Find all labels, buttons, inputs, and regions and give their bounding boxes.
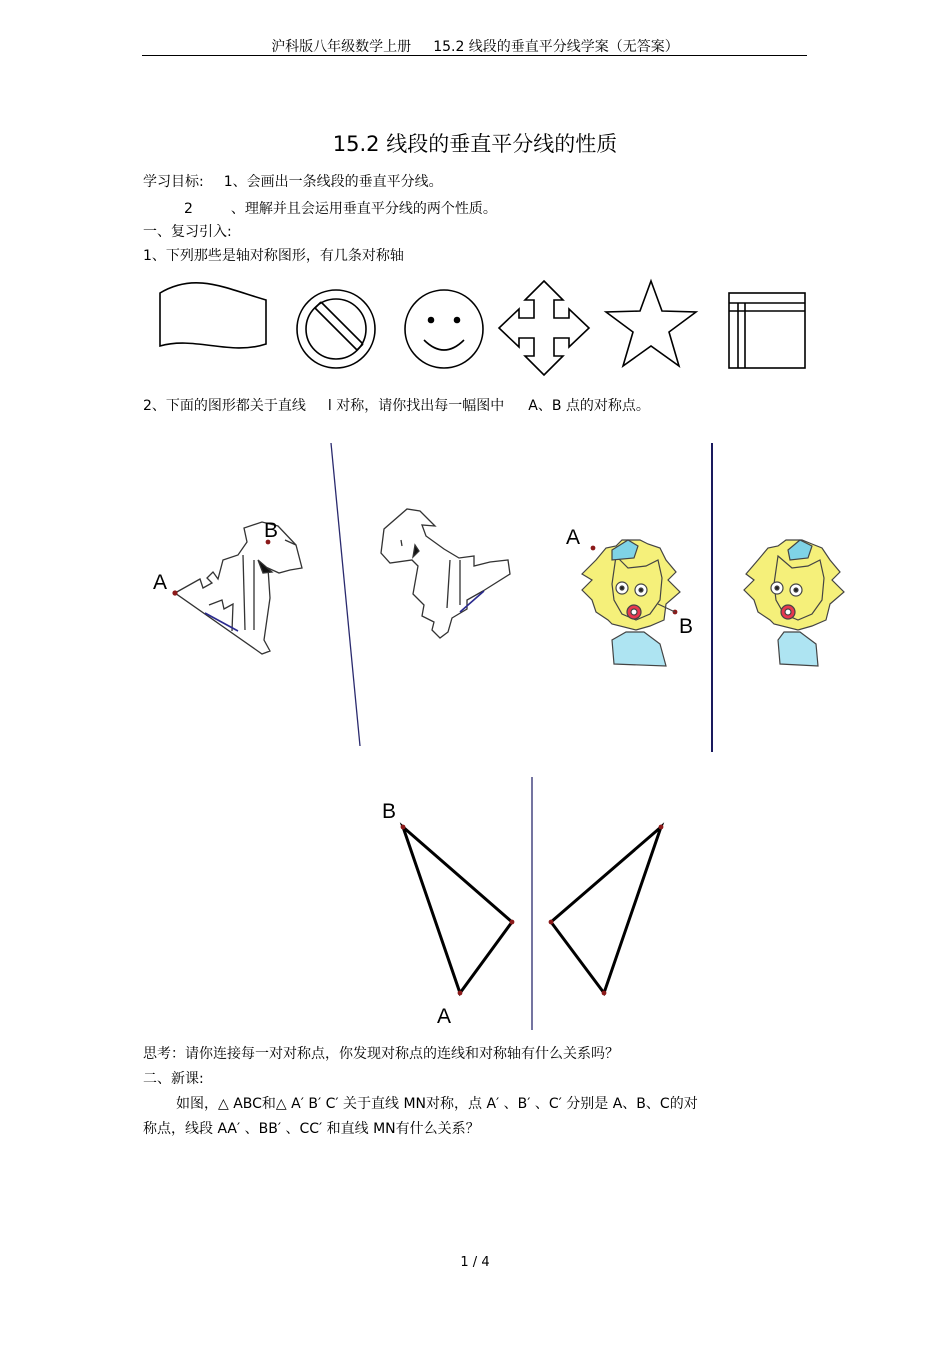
think-question: 思考：请你连接每一对对称点，你发现对称点的连线和对称轴有什么关系吗？ xyxy=(143,1046,619,1062)
header-right: 15.2 线段的垂直平分线学案（无答案） xyxy=(433,39,679,55)
triangle-label-b: B xyxy=(382,800,397,823)
page-title: 15.2 线段的垂直平分线的性质 xyxy=(332,132,618,156)
objective-1: 1、会画出一条线段的垂直平分线。 xyxy=(223,174,443,190)
new-lesson-heading: 二、新课: xyxy=(143,1071,204,1087)
triangle-abc xyxy=(403,827,512,993)
objectives-label: 学习目标: xyxy=(143,174,204,190)
objective-2-text: 、理解并且会运用垂直平分线的两个性质。 xyxy=(230,201,497,217)
girl-label-a: A xyxy=(566,526,581,549)
header-left: 沪科版八年级数学上册 xyxy=(271,39,412,55)
new-lesson-paragraph-line-2: 称点，线段 AA′ 、BB′ 、CC′ 和直线 MN有什么关系？ xyxy=(143,1121,480,1137)
new-lesson-paragraph-line-1: 如图，△ ABC和△ A′ B′ C′ 关于直线 MN对称，点 A′ 、B′ 、C′ 分别是 A、B、C的对 xyxy=(176,1096,698,1112)
objective-2-number: 2 xyxy=(184,201,193,217)
triangle-label-a: A xyxy=(437,1005,452,1028)
review-heading: 一、复习引入: xyxy=(143,224,232,240)
girl-label-b: B xyxy=(679,615,694,638)
q2-part-c: A、B 点的对称点。 xyxy=(528,398,650,414)
q2-part-a: 2、下面的图形都关于直线 xyxy=(143,398,306,414)
review-question-1: 1、下列那些是轴对称图形，有几条对称轴 xyxy=(143,248,404,264)
q2-part-b: l 对称，请你找出每一幅图中 xyxy=(327,398,505,414)
page-number: 1 / 4 xyxy=(460,1255,490,1270)
triangle-abc-mirror xyxy=(551,827,661,993)
dog-label-a: A xyxy=(153,571,168,594)
dog-label-b: B xyxy=(264,519,279,542)
